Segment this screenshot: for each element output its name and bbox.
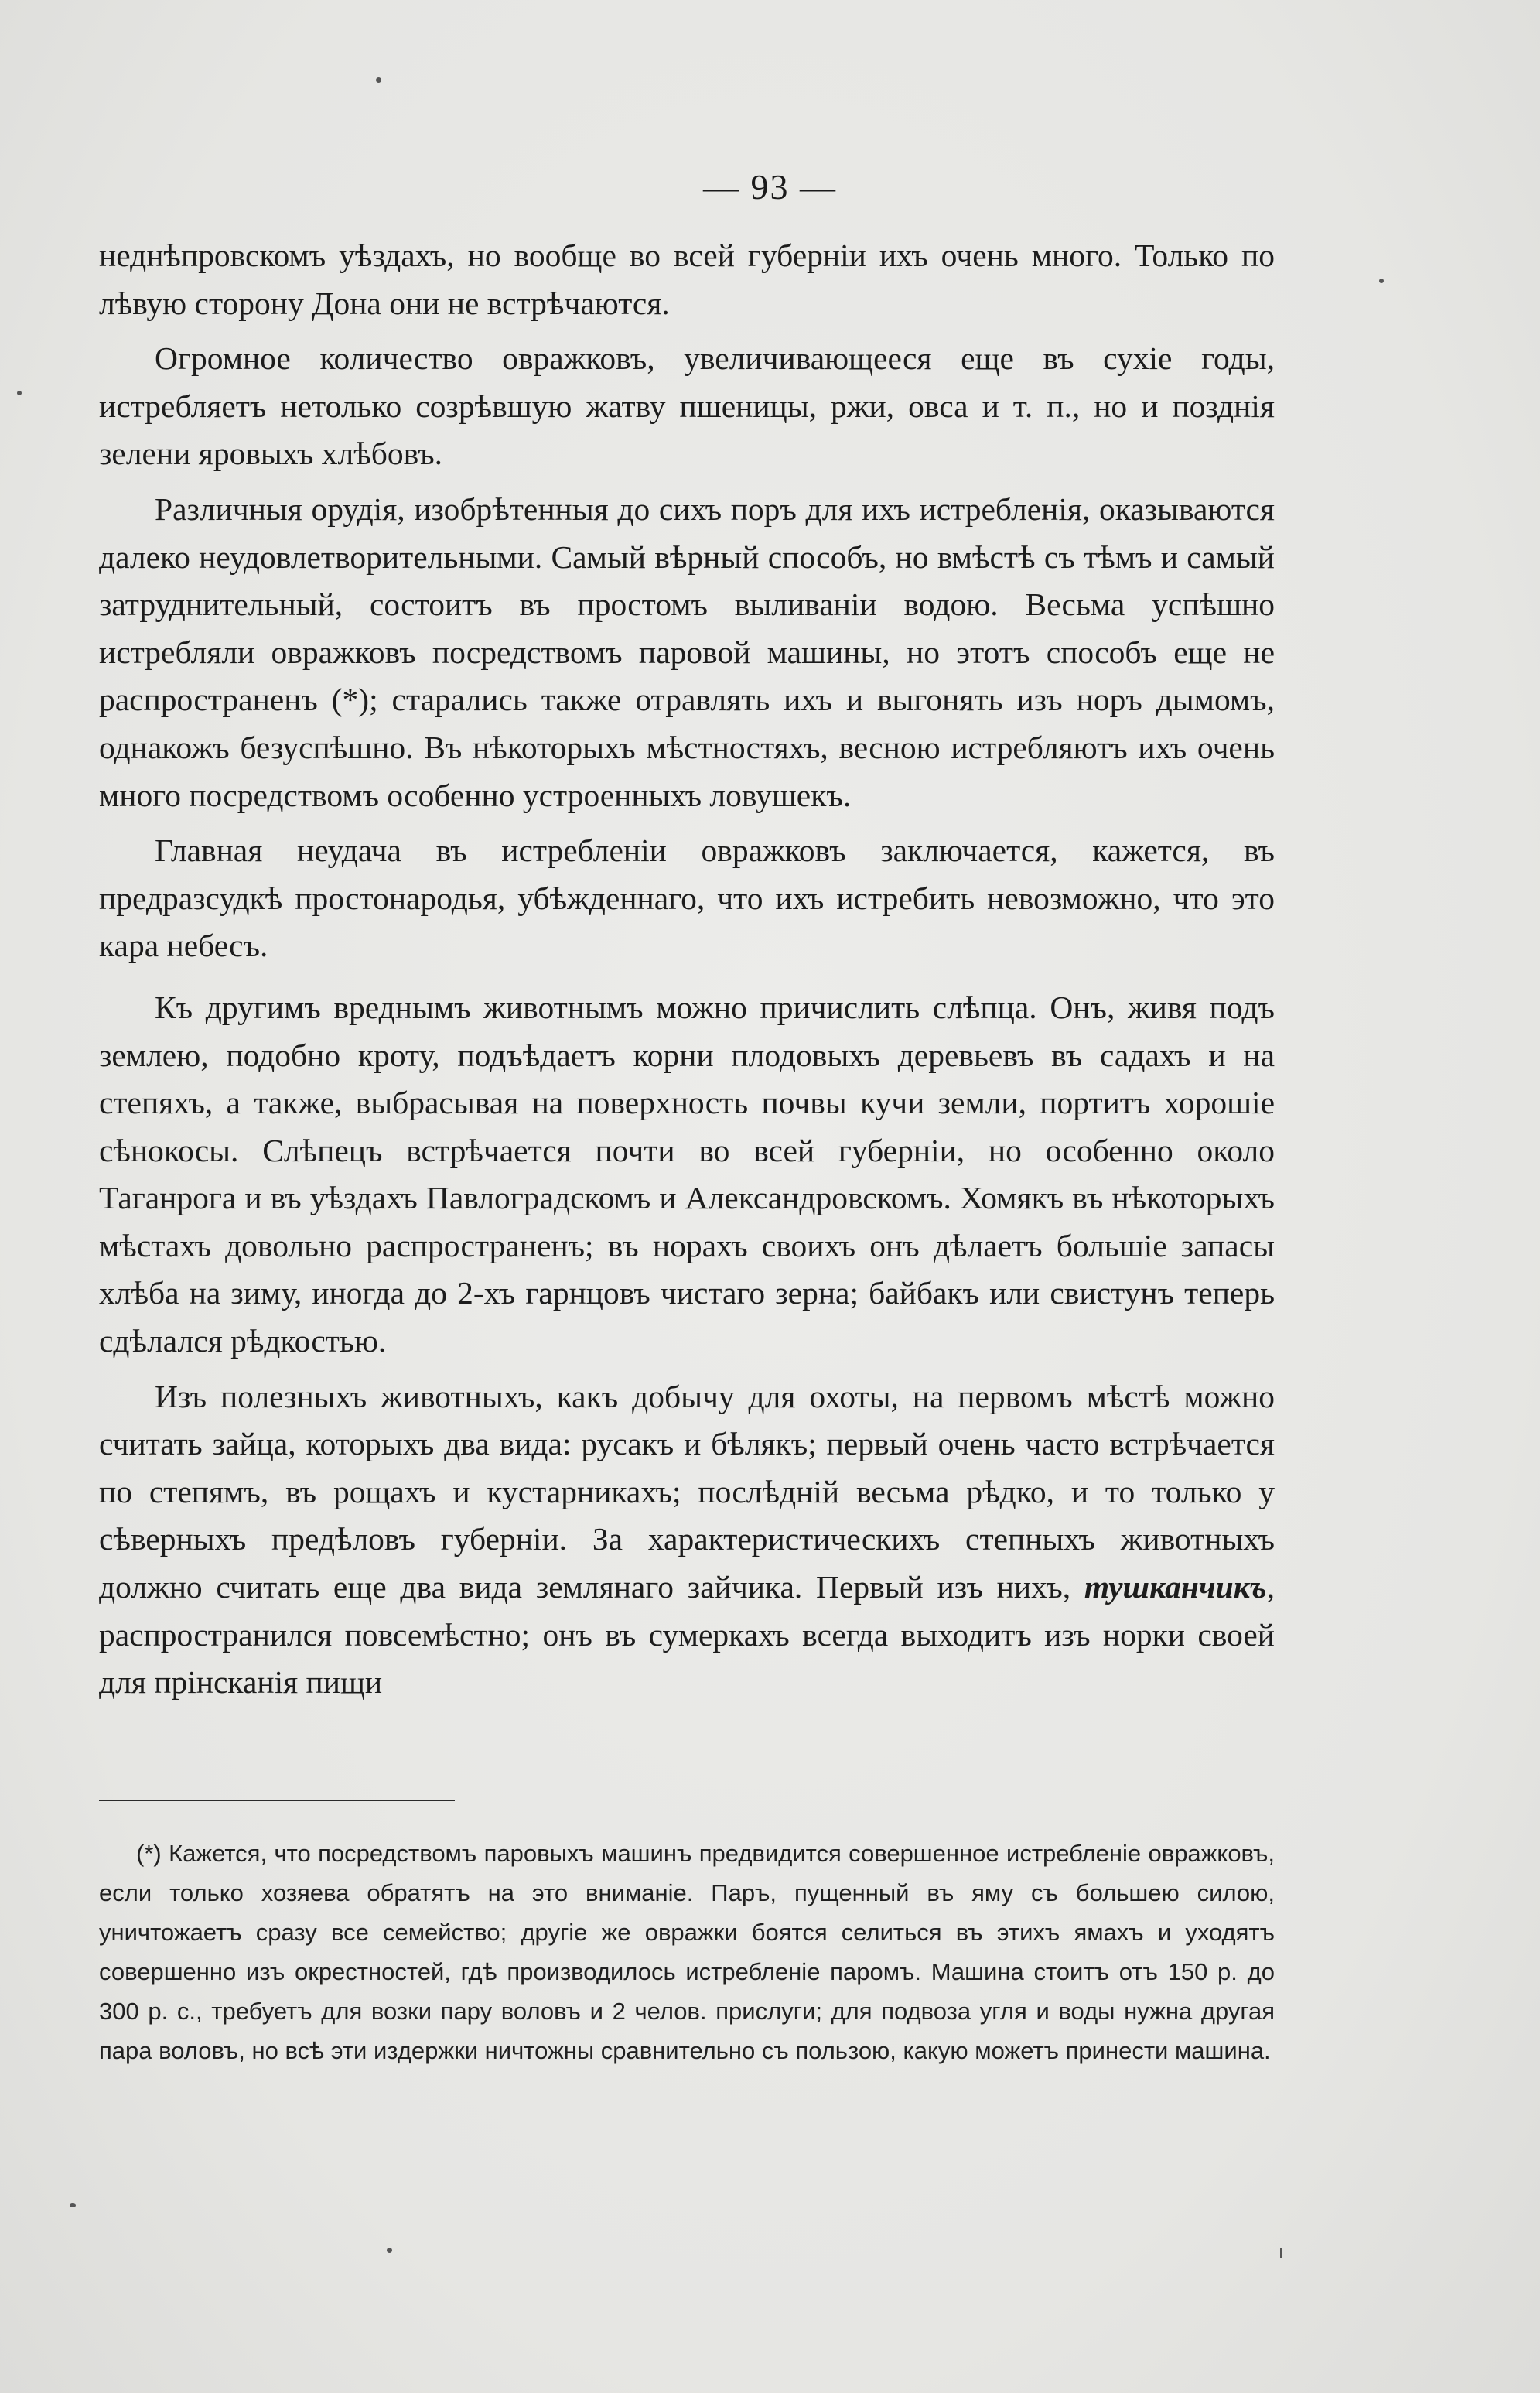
paragraph-1: неднѣпровскомъ уѣздахъ, но вообще во всей губерніи ихъ очень много. Только по лѣвую сторону Дона они не встрѣчаются. — [99, 238, 1275, 321]
footnote-text: (*) Кажется, что посредствомъ паровыхъ машинъ предвидится совершенное истребленіе овражковъ, если только хозяева обратятъ на это вниманіе. Паръ, пущенный въ яму съ большею силою, уничтожаетъ сразу все семейство; другіе же овражки боятся селиться въ этихъ ямахъ и уходятъ совершенно изъ окрестностей, гдѣ производилось истребленіе паромъ. Машина стоитъ отъ 150 р. до 300 р. с., требуетъ для возки пару воловъ и 2 челов. прислуги; для подвоза угля и воды нужна другая пара воловъ, но всѣ эти издержки ничтожны сравнительно съ пользою, какую можетъ принести машина. — [99, 1840, 1275, 2064]
paragraph-3: Различныя орудія, изобрѣтенныя до сихъ поръ для ихъ истребленія, оказываются далеко неудовлетворительными. Самый вѣрный способъ, но вмѣстѣ съ тѣмъ и самый затруднительный, состоитъ въ простомъ выливаніи водою. Весьма успѣшно истребляли овражковъ посредствомъ паровой машины, но этотъ способъ еще не распространенъ (*); старались также отравлять ихъ и выгонять изъ норъ дымомъ, однакожъ безуспѣшно. Въ нѣкоторыхъ мѣстностяхъ, весною истребляютъ ихъ очень много посредствомъ особенно устроенныхъ ловушекъ. — [99, 491, 1275, 813]
footnote — [99, 1834, 1275, 2070]
paragraph-2: Огромное количество овражковъ, увеличивающееся еще въ сухіе годы, истребляетъ нетолько созрѣвшую жатву пшеницы, ржи, овса и т. п., но и позднія зелени яровыхъ хлѣбовъ. — [99, 340, 1275, 472]
page-number: — 93 — — [703, 167, 837, 207]
scan-speck — [70, 2203, 76, 2207]
paragraph-6-start: Изъ полезныхъ животныхъ, какъ добычу для охоты, на первомъ мѣстѣ можно считать зайца, которыхъ два вида: русакъ и бѣлякъ; первый очень часто встрѣчается по степямъ, въ рощахъ и кустарникахъ; послѣдній весьма рѣдко, и то только у сѣверныхъ предѣловъ губерніи. За характеристическихъ степныхъ животныхъ должно считать еще два вида землянаго зайчика. Первый изъ нихъ, — [99, 1378, 1275, 1605]
scan-speck — [376, 77, 381, 83]
scan-speck — [387, 2248, 392, 2253]
scan-speck — [1379, 279, 1384, 283]
paragraph-6-end: , распространился повсемѣстно; онъ въ сумеркахъ всегда выходитъ изъ норки своей для прінсканія пищи — [99, 1569, 1275, 1701]
main-text — [99, 232, 1275, 1707]
scan-speck — [17, 391, 22, 395]
italic-term: тушканчикъ — [1084, 1569, 1267, 1605]
paragraph-5: Къ другимъ вреднымъ животнымъ можно причислить слѣпца. Онъ, живя подъ землею, подобно кроту, подъѣдаетъ корни плодовыхъ деревьевъ въ садахъ и на степяхъ, а также, выбрасывая на поверхность почвы кучи земли, портитъ хорошіе сѣнокосы. Слѣпецъ встрѣчается почти во всей губерніи, но особенно около Таганрога и въ уѣздахъ Павлоградскомъ и Александровскомъ. Хомякъ въ нѣкоторыхъ мѣстахъ довольно распространенъ; въ норахъ своихъ онъ дѣлаетъ большіе запасы хлѣба на зиму, иногда до 2-хъ гарнцовъ чистаго зерна; байбакъ или свистунъ теперь сдѣлался рѣдкостью. — [99, 989, 1275, 1359]
paragraph-6 — [99, 1373, 1275, 1707]
scan-speck — [1280, 2248, 1282, 2258]
footnote-divider — [99, 1800, 455, 1801]
paragraph-4: Главная неудача въ истребленіи овражковъ заключается, кажется, въ предразсудкѣ простонародья, убѣжденнаго, что ихъ истребить невозможно, что это кара небесъ. — [99, 832, 1275, 964]
